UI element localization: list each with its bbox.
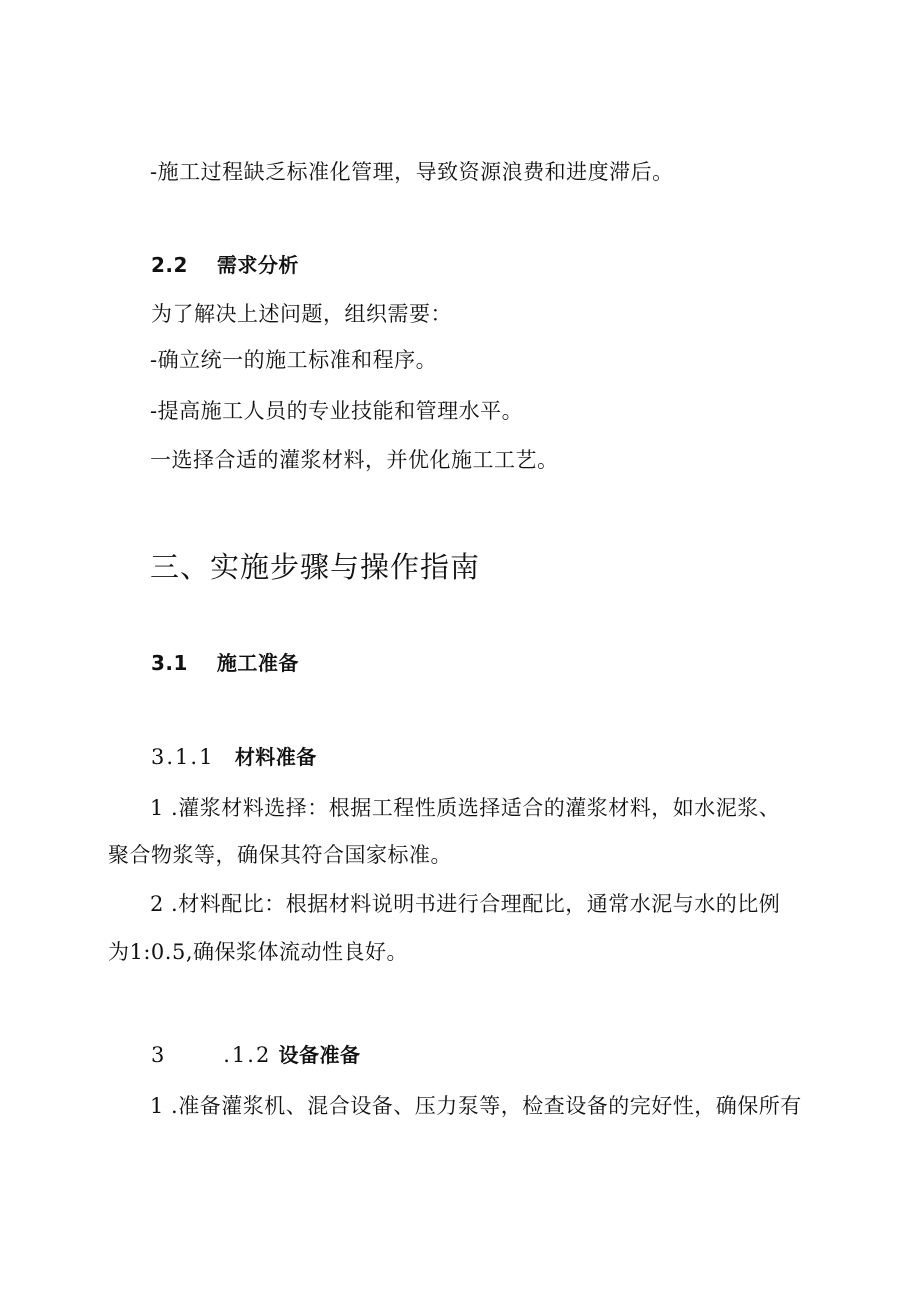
section-3-1-2-title: 设备准备 [278,1043,361,1067]
section-3-1-title: 施工准备 [216,651,299,675]
section-3-1-number: 3.1 [151,651,188,675]
section-3-1-1-heading [151,742,317,772]
material-item-2-line-2: 为1:0.5,确保浆体流动性良好。 [108,940,409,964]
section-3-1-2-heading [151,1040,361,1070]
section-2-2-heading [151,250,299,280]
chapter-3-title: 三、实施步骤与操作指南 [150,550,481,584]
section-3-1-heading [151,648,299,678]
material-item-2-line-1: 2 .材料配比：根据材料说明书进行合理配比，通常水泥与水的比例 [150,892,781,916]
section-2-2-number: 2.2 [151,253,188,277]
section-3-1-1-number: 3.1.1 [151,745,215,769]
material-item-1-line-2: 聚合物浆等，确保其符合国家标准。 [108,843,452,867]
section-2-2-title: 需求分析 [216,253,299,277]
section-3-1-1-title: 材料准备 [234,745,317,769]
equipment-item-1-line-1: 1 .准备灌浆机、混合设备、压力泵等，检查设备的完好性，确保所有 [150,1094,802,1118]
requirement-item-3: 一选择合适的灌浆材料，并优化施工工艺。 [150,448,559,472]
requirement-item-2: -提高施工人员的专业技能和管理水平。 [150,399,524,423]
section-2-2-intro: 为了解决上述问题，组织需要： [151,302,452,326]
requirement-item-1: -确立统一的施工标准和程序。 [150,348,438,372]
section-3-1-2-number-a: 3 [151,1043,165,1067]
bullet-standardization-issue: -施工过程缺乏标准化管理，导致资源浪费和进度滞后。 [150,160,674,184]
material-item-1-line-1: 1 .灌浆材料选择：根据工程性质选择适合的灌浆材料，如水泥浆、 [150,796,781,820]
section-3-1-2-number-b: .1.2 [223,1043,272,1067]
